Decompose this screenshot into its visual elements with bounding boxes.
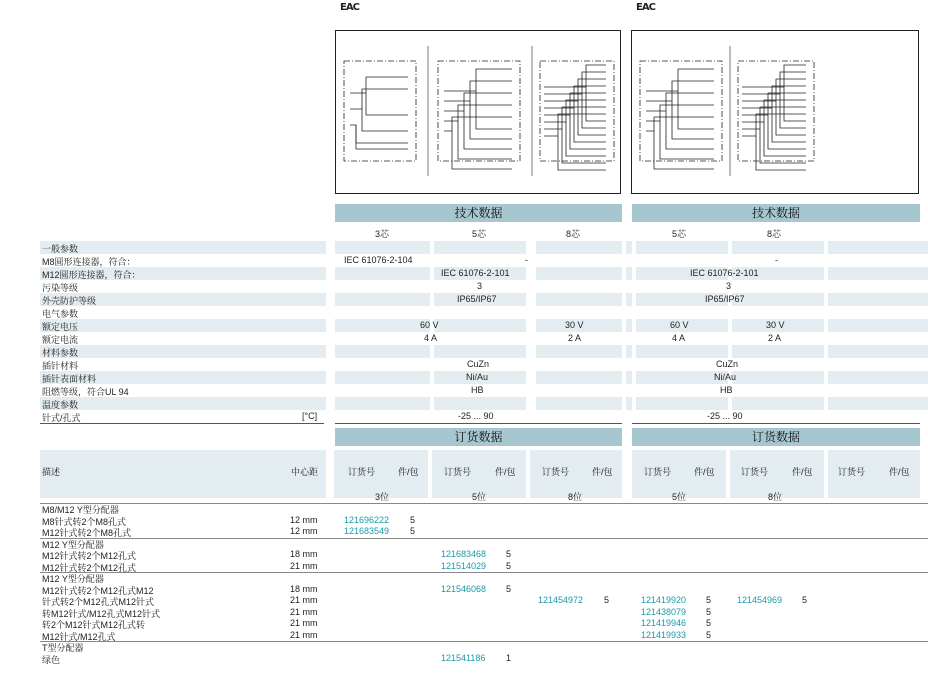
tech-row-label: 电气参数 (42, 309, 79, 319)
tech-row (40, 280, 928, 293)
per-pack-header: 件/包 (889, 467, 910, 477)
order-number[interactable]: 121514029 (441, 560, 487, 571)
tech-data-header-left: 技术数据 (335, 204, 622, 222)
per-pack-header: 件/包 (792, 467, 813, 477)
order-row-label: M12 Y型分配器 (42, 574, 104, 584)
tech-value: 3 (477, 281, 483, 291)
order-no-header: 订货号 (838, 467, 866, 477)
per-pack-header: 件/包 (495, 467, 516, 477)
pack-quantity: 5 (706, 606, 712, 617)
order-number[interactable]: 121546068 (441, 583, 487, 594)
order-group-row (40, 503, 928, 515)
tech-value: 60 V (670, 320, 689, 330)
tech-row-label: 针式/孔式 (42, 413, 81, 423)
wiring-diagram-right (632, 31, 918, 193)
tech-table-rule (335, 423, 622, 424)
tech-value: - (525, 255, 528, 265)
order-number[interactable]: 121438079 (641, 606, 687, 617)
tech-row (40, 319, 928, 332)
tech-value: 3 (726, 281, 732, 291)
order-row-label: M8针式转2个M8孔式 (42, 516, 127, 527)
tech-value: IP65/IP67 (457, 294, 497, 304)
order-row-pitch: 12 mm (290, 526, 318, 536)
order-row (40, 515, 928, 527)
core-label: 5芯 (672, 229, 687, 239)
tech-value: IEC 61076-2-104 (344, 255, 413, 265)
tech-row (40, 306, 928, 319)
order-row-label: M12 Y型分配器 (42, 539, 104, 550)
tech-value: 4 A (672, 333, 686, 343)
order-row-label: 转M12针式/M12孔式M12针式 (42, 608, 161, 619)
tech-row-label: 额定电流 (42, 335, 79, 345)
tech-row-label: 插针材料 (42, 361, 79, 371)
tech-value: HB (471, 385, 484, 395)
order-data-header-right: 订货数据 (632, 428, 920, 446)
order-no-header: 订货号 (348, 467, 376, 477)
order-row-pitch: 21 mm (290, 618, 318, 628)
tech-table-rule (632, 423, 920, 424)
tech-value: 4 A (424, 333, 438, 343)
pack-quantity: 5 (506, 560, 512, 571)
order-number[interactable]: 121419946 (641, 618, 687, 628)
order-no-header: 订货号 (741, 467, 769, 477)
order-group-row (40, 572, 928, 584)
order-no-header: 订货号 (444, 467, 472, 477)
pack-quantity: 5 (506, 549, 512, 559)
order-no-header: 订货号 (644, 467, 672, 477)
order-row-label: T型分配器 (42, 643, 84, 653)
core-label: 3芯 (375, 229, 390, 239)
pack-quantity: 5 (506, 583, 512, 594)
tech-value: IP65/IP67 (705, 294, 745, 304)
order-row-pitch: 12 mm (290, 514, 318, 525)
tech-row (40, 241, 928, 254)
tech-value: 2 A (568, 333, 582, 343)
eac-mark-right: EAC (636, 2, 655, 13)
tech-value: 30 V (766, 320, 785, 330)
tech-row-label: 温度参数 (42, 400, 79, 410)
order-row (40, 607, 928, 619)
order-row (40, 526, 928, 538)
per-pack-header: 件/包 (694, 467, 715, 477)
tech-value: CuZn (467, 359, 490, 369)
tech-row-unit: [°C] (302, 411, 318, 421)
pack-quantity: 5 (706, 595, 712, 605)
tech-value: 30 V (565, 320, 584, 330)
order-row-label: 针式转2个M12孔式M12针式 (42, 597, 155, 607)
position-label: 5位 (472, 492, 487, 502)
tech-row-label: 外壳防护等级 (42, 296, 97, 306)
order-number[interactable]: 121454972 (538, 595, 584, 605)
order-number[interactable]: 121683549 (344, 526, 390, 536)
tech-row-label: 插针表面材料 (42, 374, 97, 384)
position-label: 3位 (375, 492, 390, 502)
tech-value: HB (720, 385, 733, 395)
tech-value: -25 ... 90 (458, 411, 494, 421)
pack-quantity: 5 (604, 595, 610, 605)
pack-quantity: 5 (802, 595, 808, 605)
tech-row (40, 384, 928, 397)
per-pack-header: 件/包 (398, 467, 419, 477)
tech-value: IEC 61076-2-101 (690, 268, 759, 278)
tech-row-label: 阻燃等级，符合UL 94 (42, 387, 129, 397)
order-row-label: M12针式转2个M12孔式M12 (42, 585, 154, 596)
pack-quantity: 5 (706, 629, 712, 640)
position-label: 8位 (568, 492, 583, 502)
tech-value: -25 ... 90 (707, 411, 743, 421)
order-row-pitch: 18 mm (290, 583, 318, 594)
tech-value: 60 V (420, 320, 439, 330)
tech-row (40, 345, 928, 358)
tech-table-rule (40, 423, 324, 424)
pitch-header: 中心距 (291, 467, 319, 477)
tech-row (40, 254, 928, 267)
order-number[interactable]: 121683468 (441, 549, 487, 559)
order-row-label: M12针式转2个M8孔式 (42, 528, 132, 538)
order-row (40, 595, 928, 607)
order-row-label: M12针式/M12孔式 (42, 631, 116, 642)
core-label: 5芯 (472, 229, 487, 239)
order-row-pitch: 21 mm (290, 595, 318, 605)
order-row (40, 630, 928, 642)
order-row-label: M8/M12 Y型分配器 (42, 505, 119, 515)
position-label: 8位 (768, 492, 783, 502)
tech-value: CuZn (716, 359, 739, 369)
wiring-diagram-panel-left (335, 30, 621, 194)
order-row-pitch: 21 mm (290, 606, 318, 617)
per-pack-header: 件/包 (592, 467, 613, 477)
order-row-pitch: 18 mm (290, 549, 318, 559)
core-label: 8芯 (767, 229, 782, 239)
order-row-label: 绿色 (42, 654, 61, 665)
tech-value: 2 A (768, 333, 782, 343)
order-number[interactable]: 121419933 (641, 629, 687, 640)
pack-quantity: 5 (706, 618, 712, 628)
tech-row (40, 332, 928, 345)
tech-row-label: 额定电压 (42, 322, 79, 332)
wiring-diagram-left (336, 31, 620, 193)
tech-row-label: 污染等级 (42, 283, 79, 293)
pack-quantity: 5 (410, 514, 416, 525)
order-number[interactable]: 121419920 (641, 595, 687, 605)
pack-quantity: 5 (410, 526, 416, 536)
order-group-row (40, 538, 928, 550)
tech-data-header-right: 技术数据 (632, 204, 920, 222)
order-row-label: 转2个M12针式M12孔式转 (42, 620, 146, 630)
order-number[interactable]: 121541186 (441, 652, 486, 663)
order-row-pitch: 21 mm (290, 629, 318, 640)
eac-mark-left: EAC (340, 2, 359, 13)
tech-row-label: M8圆形连接器，符合： (42, 257, 136, 267)
order-row (40, 618, 928, 630)
wiring-diagram-panel-right (631, 30, 919, 194)
order-number[interactable]: 121696222 (344, 514, 390, 525)
order-row-label: M12针式转2个M12孔式 (42, 551, 137, 561)
tech-row (40, 397, 928, 410)
order-no-header: 订货号 (542, 467, 570, 477)
tech-row-label: 材料参数 (42, 348, 79, 358)
tech-value: Ni/Au (714, 372, 737, 382)
order-group-row (40, 641, 928, 653)
tech-value: - (775, 255, 778, 265)
tech-value: IEC 61076-2-101 (441, 268, 510, 278)
tech-value: Ni/Au (466, 372, 489, 382)
position-label: 5位 (672, 492, 687, 502)
order-row-pitch: 21 mm (290, 560, 318, 571)
order-row-label: M12针式转2个M12孔式 (42, 562, 137, 573)
core-label: 8芯 (566, 229, 581, 239)
tech-row-label: M12圆形连接器，符合： (42, 270, 141, 280)
order-data-header-left: 订货数据 (335, 428, 622, 446)
desc-header: 描述 (42, 467, 61, 477)
tech-row-label: 一般参数 (42, 244, 79, 254)
order-number[interactable]: 121454969 (737, 595, 783, 605)
pack-quantity: 1 (506, 652, 512, 663)
